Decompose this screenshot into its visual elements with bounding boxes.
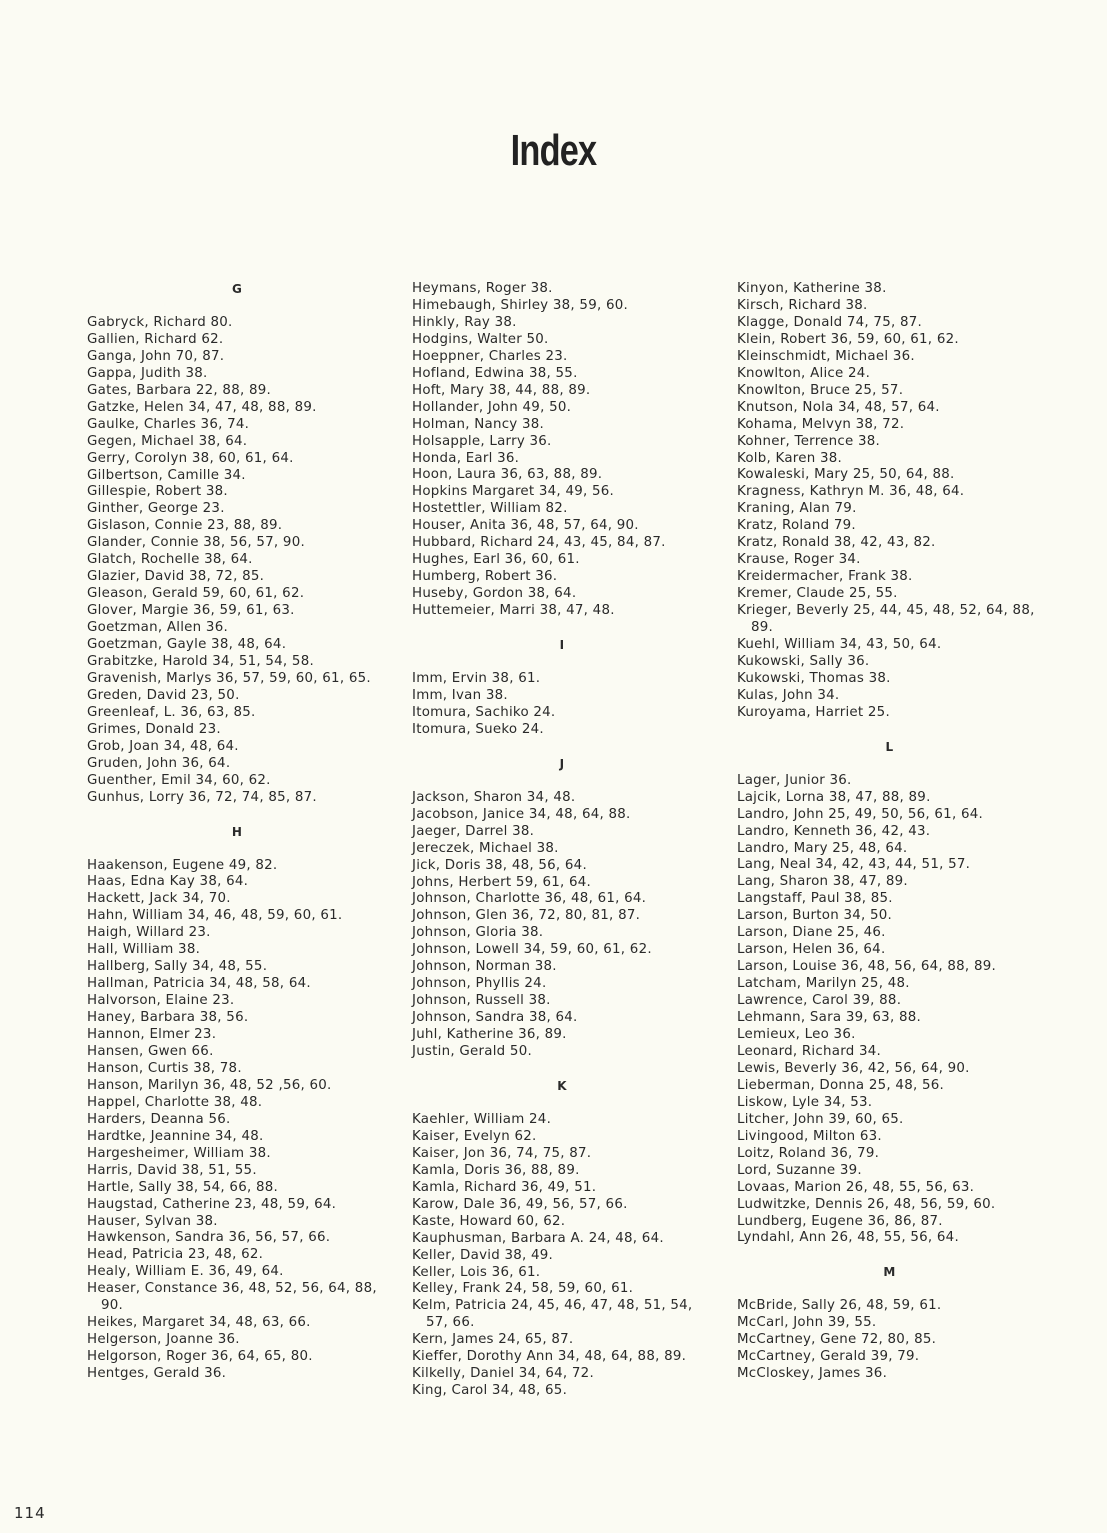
index-entry: Heaser, Constance 36, 48, 52, 56, 64, 88, 90. bbox=[87, 1281, 377, 1314]
index-entry: Kuroyama, Harriet 25. bbox=[737, 704, 890, 720]
index-entry: Itomura, Sachiko 24. bbox=[412, 704, 556, 720]
index-entry: Landro, Mary 25, 48, 64. bbox=[737, 840, 908, 856]
index-entry: Krieger, Beverly 25, 44, 45, 48, 52, 64, 88, 89. bbox=[737, 603, 1035, 636]
index-entry: Greenleaf, L. 36, 63, 85. bbox=[87, 704, 256, 720]
index-entry: Kohama, Melvyn 38, 72. bbox=[737, 416, 905, 432]
index-entry: Gruden, John 36, 64. bbox=[87, 755, 231, 771]
index-entry: McCarl, John 39, 55. bbox=[737, 1315, 877, 1331]
index-entry: Kelm, Patricia 24, 45, 46, 47, 48, 51, 54, 57, 66. bbox=[412, 1298, 693, 1331]
index-entry: McBride, Sally 26, 48, 59, 61. bbox=[737, 1298, 942, 1314]
index-entry: Heymans, Roger 38. bbox=[412, 281, 553, 296]
index-entry: Kraning, Alan 79. bbox=[737, 501, 857, 517]
index-entry: Hargesheimer, William 38. bbox=[87, 1145, 271, 1161]
index-entry: Johnson, Glen 36, 72, 80, 81, 87. bbox=[412, 908, 641, 924]
index-entry: Hollander, John 49, 50. bbox=[412, 399, 572, 415]
index-entry: Lawrence, Carol 39, 88. bbox=[737, 993, 902, 1009]
section-letter-heading: K bbox=[557, 1079, 567, 1093]
index-entry: Healy, William E. 36, 49, 64. bbox=[87, 1264, 284, 1280]
index-entry: Jereczek, Michael 38. bbox=[412, 840, 559, 856]
index-entry: Juhl, Katherine 36, 89. bbox=[412, 1027, 567, 1043]
index-entry: Gerry, Corolyn 38, 60, 61, 64. bbox=[87, 450, 294, 466]
index-entry: Johnson, Norman 38. bbox=[412, 959, 557, 975]
index-section bbox=[737, 722, 1042, 1248]
index-entry: Karow, Dale 36, 49, 56, 57, 66. bbox=[412, 1196, 628, 1212]
index-entry: Glander, Connie 38, 56, 57, 90. bbox=[87, 535, 305, 551]
index-entry: Kukowski, Sally 36. bbox=[737, 653, 870, 669]
index-entry: King, Carol 34, 48, 65. bbox=[412, 1383, 568, 1399]
index-entry: Lemieux, Leo 36. bbox=[737, 1027, 856, 1043]
index-entry: Goetzman, Gayle 38, 48, 64. bbox=[87, 637, 287, 653]
section-letter-heading: L bbox=[885, 739, 894, 754]
index-entry: Greden, David 23, 50. bbox=[87, 687, 240, 703]
index-entry: Harders, Deanna 56. bbox=[87, 1111, 231, 1127]
index-entry: Langstaff, Paul 38, 85. bbox=[737, 891, 893, 907]
section-letter-heading: H bbox=[231, 824, 243, 839]
index-entry: Gilbertson, Camille 34. bbox=[87, 467, 246, 483]
index-entry: Gravenish, Marlys 36, 57, 59, 60, 61, 65. bbox=[87, 670, 371, 686]
index-entry: Johnson, Gloria 38. bbox=[412, 925, 544, 941]
index-entry: Lajcik, Lorna 38, 47, 88, 89. bbox=[737, 789, 931, 805]
index-entry: Hoon, Laura 36, 63, 88, 89. bbox=[412, 467, 603, 483]
index-entry: Kelley, Frank 24, 58, 59, 60, 61. bbox=[412, 1281, 634, 1297]
index-entry: Hopkins Margaret 34, 49, 56. bbox=[412, 484, 615, 500]
index-entry: Hentges, Gerald 36. bbox=[87, 1366, 227, 1382]
index-entry: Johnson, Charlotte 36, 48, 61, 64. bbox=[412, 891, 647, 907]
index-entry: Hartle, Sally 38, 54, 66, 88. bbox=[87, 1179, 279, 1195]
index-entry: Kamla, Richard 36, 49, 51. bbox=[412, 1179, 597, 1195]
index-entry: McCloskey, James 36. bbox=[737, 1366, 888, 1382]
index-entry: Jick, Doris 38, 48, 56, 64. bbox=[412, 857, 587, 873]
index-entry: Gillespie, Robert 38. bbox=[87, 484, 228, 500]
index-section bbox=[737, 281, 1042, 722]
index-entry: Kowaleski, Mary 25, 50, 64, 88. bbox=[737, 467, 955, 483]
index-entry: Kamla, Doris 36, 88, 89. bbox=[412, 1162, 580, 1178]
index-entry: Hahn, William 34, 46, 48, 59, 60, 61. bbox=[87, 908, 343, 924]
index-entry: Happel, Charlotte 38, 48. bbox=[87, 1094, 263, 1110]
index-entry: Hall, William 38. bbox=[87, 942, 201, 958]
index-entry: Johnson, Russell 38. bbox=[412, 993, 551, 1009]
index-entry: Kulas, John 34. bbox=[737, 687, 840, 703]
index-entry: Kauphusman, Barbara A. 24, 48, 64. bbox=[412, 1230, 664, 1246]
index-entry: Hauser, Sylvan 38. bbox=[87, 1213, 218, 1229]
index-entry: Haigh, Willard 23. bbox=[87, 925, 211, 941]
index-entry: Ginther, George 23. bbox=[87, 501, 225, 517]
index-entry: Gunhus, Lorry 36, 72, 74, 85, 87. bbox=[87, 789, 317, 805]
index-entry: Lundberg, Eugene 36, 86, 87. bbox=[737, 1213, 943, 1229]
index-entry: Helgorson, Roger 36, 64, 65, 80. bbox=[87, 1349, 313, 1365]
index-entry: Gislason, Connie 23, 88, 89. bbox=[87, 518, 283, 534]
index-section bbox=[412, 620, 712, 739]
index-column-3 bbox=[737, 281, 1042, 1383]
index-entry: Ganga, John 70, 87. bbox=[87, 348, 225, 364]
index-entry: Hinkly, Ray 38. bbox=[412, 314, 517, 330]
index-entry: Haas, Edna Kay 38, 64. bbox=[87, 874, 249, 890]
index-entry: Hanson, Curtis 38, 78. bbox=[87, 1060, 242, 1076]
index-entry: Hughes, Earl 36, 60, 61. bbox=[412, 552, 580, 568]
index-entry: Gegen, Michael 38, 64. bbox=[87, 433, 248, 449]
index-entry: Lord, Suzanne 39. bbox=[737, 1162, 862, 1178]
index-entry: Latcham, Marilyn 25, 48. bbox=[737, 976, 910, 992]
index-entry: Gleason, Gerald 59, 60, 61, 62. bbox=[87, 586, 305, 602]
index-entry: Litcher, John 39, 60, 65. bbox=[737, 1111, 904, 1127]
index-entry: Goetzman, Allen 36. bbox=[87, 620, 228, 636]
index-entry: Imm, Ervin 38, 61. bbox=[412, 671, 541, 686]
index-section bbox=[87, 807, 387, 1383]
index-entry: Johnson, Lowell 34, 59, 60, 61, 62. bbox=[412, 942, 652, 958]
index-section bbox=[87, 281, 387, 807]
index-entry: Kilkelly, Daniel 34, 64, 72. bbox=[412, 1366, 594, 1382]
index-entry: Larson, Diane 25, 46. bbox=[737, 925, 886, 941]
index-entry: Jacobson, Janice 34, 48, 64, 88. bbox=[412, 806, 631, 822]
index-entry: Kern, James 24, 65, 87. bbox=[412, 1332, 574, 1348]
index-entry: Keller, Lois 36, 61. bbox=[412, 1264, 541, 1280]
index-entry: Huseby, Gordon 38, 64. bbox=[412, 586, 577, 602]
index-entry: Kratz, Roland 79. bbox=[737, 518, 856, 534]
index-entry: McCartney, Gerald 39, 79. bbox=[737, 1349, 920, 1365]
index-entry: Landro, John 25, 49, 50, 56, 61, 64. bbox=[737, 806, 983, 822]
index-entry: Kuehl, William 34, 43, 50, 64. bbox=[737, 637, 942, 653]
index-entry: Grimes, Donald 23. bbox=[87, 721, 221, 737]
index-section bbox=[412, 281, 712, 620]
index-entry: Kohner, Terrence 38. bbox=[737, 433, 881, 449]
index-entry: Halvorson, Elaine 23. bbox=[87, 993, 235, 1009]
index-entry: Knowlton, Bruce 25, 57. bbox=[737, 382, 904, 398]
index-entry: Hallman, Patricia 34, 48, 58, 64. bbox=[87, 976, 311, 992]
index-entry: Johnson, Phyllis 24. bbox=[412, 976, 547, 992]
index-entry: Kaiser, Jon 36, 74, 75, 87. bbox=[412, 1145, 592, 1161]
index-entry: Lovaas, Marion 26, 48, 55, 56, 63. bbox=[737, 1179, 975, 1195]
index-entry: Gallien, Richard 62. bbox=[87, 331, 224, 347]
index-entry: Kaste, Howard 60, 62. bbox=[412, 1213, 566, 1229]
index-entry: Haakenson, Eugene 49, 82. bbox=[87, 857, 278, 873]
index-entry: Gatzke, Helen 34, 47, 48, 88, 89. bbox=[87, 399, 317, 415]
index-entry: Lehmann, Sara 39, 63, 88. bbox=[737, 1010, 922, 1026]
index-entry: Kinyon, Katherine 38. bbox=[737, 281, 887, 296]
index-entry: Klagge, Donald 74, 75, 87. bbox=[737, 314, 923, 330]
index-entry: Grabitzke, Harold 34, 51, 54, 58. bbox=[87, 654, 314, 669]
index-entry: Glover, Margie 36, 59, 61, 63. bbox=[87, 603, 295, 619]
index-entry: Jackson, Sharon 34, 48. bbox=[412, 789, 576, 805]
index-entry: Klein, Robert 36, 59, 60, 61, 62. bbox=[737, 331, 959, 347]
section-letter-heading: I bbox=[559, 638, 565, 653]
index-entry: Ludwitzke, Dennis 26, 48, 56, 59, 60. bbox=[737, 1196, 996, 1212]
index-entry: Johnson, Sandra 38, 64. bbox=[412, 1010, 578, 1026]
index-entry: Kratz, Ronald 38, 42, 43, 82. bbox=[737, 535, 936, 551]
index-entry: Lager, Junior 36. bbox=[737, 772, 852, 788]
index-section bbox=[412, 739, 712, 1061]
index-entry: Honda, Earl 36. bbox=[412, 450, 520, 466]
index-entry: Kleinschmidt, Michael 36. bbox=[737, 348, 915, 364]
index-entry: Hanson, Marilyn 36, 48, 52 ,56, 60. bbox=[87, 1077, 332, 1093]
index-entry: Knutson, Nola 34, 48, 57, 64. bbox=[737, 399, 940, 415]
index-entry: Huttemeier, Marri 38, 47, 48. bbox=[412, 603, 615, 619]
index-entry: Hoeppner, Charles 23. bbox=[412, 348, 568, 364]
index-entry: Kieffer, Dorothy Ann 34, 48, 64, 88, 89. bbox=[412, 1349, 687, 1365]
index-entry: Itomura, Sueko 24. bbox=[412, 721, 544, 737]
index-entry: Heikes, Margaret 34, 48, 63, 66. bbox=[87, 1315, 311, 1331]
index-entry: Hackett, Jack 34, 70. bbox=[87, 891, 231, 907]
index-entry: Imm, Ivan 38. bbox=[412, 687, 508, 703]
index-entry: Head, Patricia 23, 48, 62. bbox=[87, 1247, 264, 1263]
index-entry: Gates, Barbara 22, 88, 89. bbox=[87, 382, 272, 398]
index-entry: Loitz, Roland 36, 79. bbox=[737, 1145, 880, 1161]
index-entry: Helgerson, Joanne 36. bbox=[87, 1332, 240, 1348]
index-entry: Humberg, Robert 36. bbox=[412, 569, 558, 585]
index-entry: Kremer, Claude 25, 55. bbox=[737, 586, 898, 602]
index-entry: Haney, Barbara 38, 56. bbox=[87, 1010, 249, 1026]
index-entry: McCartney, Gene 72, 80, 85. bbox=[737, 1332, 937, 1348]
index-entry: Lang, Neal 34, 42, 43, 44, 51, 57. bbox=[737, 857, 971, 873]
index-entry: Grob, Joan 34, 48, 64. bbox=[87, 738, 239, 754]
index-entry: Gabryck, Richard 80. bbox=[87, 314, 233, 330]
index-entry: Guenther, Emil 34, 60, 62. bbox=[87, 772, 271, 788]
section-letter-heading: M bbox=[883, 1265, 896, 1280]
index-entry: Lewis, Beverly 36, 42, 56, 64, 90. bbox=[737, 1060, 970, 1076]
page-title: Index bbox=[510, 126, 597, 175]
index-entry: Gaulke, Charles 36, 74. bbox=[87, 416, 250, 432]
index-entry: Kirsch, Richard 38. bbox=[737, 297, 868, 313]
index-entry: Gappa, Judith 38. bbox=[87, 365, 208, 381]
index-column-2 bbox=[412, 281, 712, 1400]
index-entry: Lang, Sharon 38, 47, 89. bbox=[737, 874, 908, 890]
index-entry: Leonard, Richard 34. bbox=[737, 1043, 882, 1059]
index-entry: Lyndahl, Ann 26, 48, 55, 56, 64. bbox=[737, 1230, 959, 1246]
index-entry: Keller, David 38, 49. bbox=[412, 1247, 554, 1263]
index-entry: Knowlton, Alice 24. bbox=[737, 365, 871, 381]
index-entry: Houser, Anita 36, 48, 57, 64, 90. bbox=[412, 518, 639, 534]
index-entry: Haugstad, Catherine 23, 48, 59, 64. bbox=[87, 1196, 337, 1212]
index-entry: Lieberman, Donna 25, 48, 56. bbox=[737, 1077, 945, 1093]
index-entry: Johns, Herbert 59, 61, 64. bbox=[412, 874, 592, 890]
index-entry: Liskow, Lyle 34, 53. bbox=[737, 1094, 873, 1110]
index-entry: Hardtke, Jeannine 34, 48. bbox=[87, 1128, 264, 1144]
page-number: 114 bbox=[14, 1504, 46, 1522]
index-entry: Landro, Kenneth 36, 42, 43. bbox=[737, 823, 931, 839]
index-entry: Hodgins, Walter 50. bbox=[412, 331, 549, 347]
index-column-1 bbox=[87, 281, 387, 1383]
index-entry: Hawkenson, Sandra 36, 56, 57, 66. bbox=[87, 1230, 331, 1246]
index-entry: Kaiser, Evelyn 62. bbox=[412, 1128, 537, 1144]
index-entry: Larson, Burton 34, 50. bbox=[737, 908, 893, 924]
index-entry: Justin, Gerald 50. bbox=[412, 1044, 532, 1060]
index-entry: Glatch, Rochelle 38, 64. bbox=[87, 552, 253, 568]
section-letter-heading: J bbox=[559, 756, 565, 771]
index-entry: Hoft, Mary 38, 44, 88, 89. bbox=[412, 382, 591, 398]
index-entry: Glazier, David 38, 72, 85. bbox=[87, 569, 265, 585]
index-entry: Harris, David 38, 51, 55. bbox=[87, 1162, 257, 1178]
index-entry: Holman, Nancy 38. bbox=[412, 416, 545, 432]
section-letter-heading: G bbox=[231, 282, 243, 296]
index-entry: Hubbard, Richard 24, 43, 45, 84, 87. bbox=[412, 535, 666, 551]
index-entry: Hannon, Elmer 23. bbox=[87, 1027, 217, 1043]
index-entry: Himebaugh, Shirley 38, 59, 60. bbox=[412, 297, 629, 313]
index-entry: Larson, Louise 36, 48, 56, 64, 88, 89. bbox=[737, 959, 996, 975]
index-entry: Hofland, Edwina 38, 55. bbox=[412, 365, 578, 381]
index-entry: Larson, Helen 36, 64. bbox=[737, 942, 886, 958]
index-entry: Kreidermacher, Frank 38. bbox=[737, 569, 913, 585]
index-entry: Kaehler, William 24. bbox=[412, 1111, 552, 1127]
index-entry: Hansen, Gwen 66. bbox=[87, 1044, 214, 1059]
index-entry: Kukowski, Thomas 38. bbox=[737, 670, 891, 686]
index-entry: Holsapple, Larry 36. bbox=[412, 433, 552, 449]
index-entry: Kragness, Kathryn M. 36, 48, 64. bbox=[737, 484, 965, 500]
index-entry: Livingood, Milton 63. bbox=[737, 1128, 882, 1144]
index-entry: Krause, Roger 34. bbox=[737, 552, 861, 568]
index-entry: Jaeger, Darrel 38. bbox=[412, 823, 535, 839]
index-section bbox=[737, 1247, 1042, 1383]
index-entry: Hallberg, Sally 34, 48, 55. bbox=[87, 959, 268, 975]
index-section bbox=[412, 1061, 712, 1400]
index-entry: Hostettler, William 82. bbox=[412, 501, 568, 517]
index-entry: Kolb, Karen 38. bbox=[737, 450, 843, 466]
